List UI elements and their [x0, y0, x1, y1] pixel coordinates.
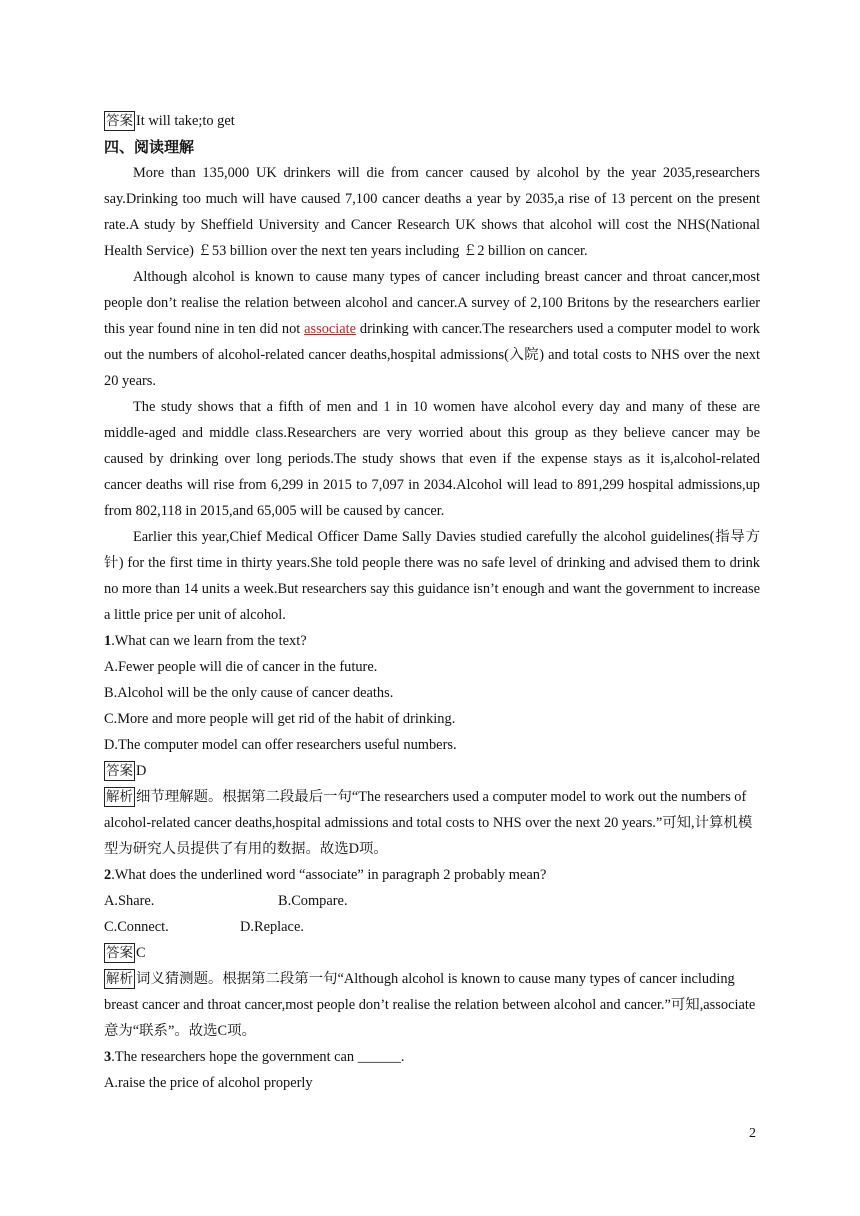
option-a: A.Fewer people will die of cancer in the future.: [104, 659, 378, 675]
question-stem: [104, 628, 760, 654]
question-number: 3: [104, 1049, 112, 1065]
answer-tag: 答案: [106, 763, 133, 779]
analysis-block: [104, 966, 760, 1044]
answer-tag: 答案: [106, 945, 133, 961]
option-a: A.Share.: [104, 893, 155, 909]
question-1: [104, 628, 760, 862]
question-text: .What does the underlined word “associate” in paragraph 2 probably mean?: [111, 867, 547, 883]
answer-value: D: [136, 763, 147, 779]
answer-tag: 答案: [106, 113, 133, 129]
reading-passage: [104, 160, 760, 628]
answer-line: [104, 758, 760, 784]
analysis-text: 细节理解题。根据第二段最后一句“The researchers used a computer model to work out the numbers of alcohol-related cancer deaths,hospital admissions and total costs to NHS over the next 20 years.”可知,计算机模型为研究人员提供了有用的数据。故选D项。: [104, 789, 753, 857]
answer-value: C: [136, 945, 146, 961]
question-text: .The researchers hope the government can ______.: [111, 1049, 405, 1065]
paragraph-2-text-start: Although alcohol is known to cause many types of cancer including breast cancer and throat cancer,most people don’t realise the relation between alcohol and cancer.A survey of 2,100 Britons by the researchers earlier this year found nine in ten did not: [104, 269, 760, 337]
passage-paragraph-3: The study shows that a fifth of men and 1 in 10 women have alcohol every day and many of these are middle-aged and middle class.Researchers are very worried about this group as they believe cancer may be caused by drinking over long periods.The study shows that even if the expense stays as it is,alcohol-related cancer deaths will rise from 6,299 in 2015 to 7,097 in 2034.Alcohol will lead to 891,299 hospital admissions,up from 802,118 in 2015,and 65,005 will be caused by cancer.: [104, 399, 760, 519]
question-2: [104, 862, 760, 1044]
answer-line: [104, 940, 760, 966]
page-number: 2: [749, 1126, 756, 1141]
passage-paragraph-4: Earlier this year,Chief Medical Officer Dame Sally Davies studied carefully the alcohol guidelines(指导方针) for the first time in thirty years.She told people there was no safe level of drinking and advised them to drink no more than 14 units a week.But researchers say this guidance isn’t enough and want the government to increase a little price per unit of alcohol.: [104, 529, 760, 623]
analysis-text: 词义猜测题。根据第二段第一句“Although alcohol is known to cause many types of cancer including breast cancer and throat cancer,most people don’t realise the relation between alcohol and cancer.”可知,associate意为“联系”。故选C项。: [104, 971, 756, 1039]
section-title: 四、阅读理解: [104, 138, 195, 156]
option-c: C.Connect.: [104, 919, 169, 935]
passage-paragraph-2: [104, 264, 760, 394]
option-b: B.Compare.: [278, 893, 348, 909]
question-3: [104, 1044, 760, 1096]
question-text: .What can we learn from the text?: [111, 633, 307, 649]
options-row-1: [104, 888, 760, 914]
option-a: A.raise the price of alcohol properly: [104, 1075, 313, 1091]
question-number: 2: [104, 867, 112, 883]
analysis-tag: 解析: [106, 789, 133, 805]
option-d: D.The computer model can offer researchers useful numbers.: [104, 737, 457, 753]
underlined-word: associate: [304, 321, 357, 337]
page-content: [104, 108, 760, 1096]
option-d: D.Replace.: [240, 919, 304, 935]
question-number: 1: [104, 633, 112, 649]
previous-answer: [104, 108, 760, 134]
paragraph-2-text-end: drinking with cancer.The researchers used a computer model to work out the numbers of alcohol-related cancer deaths,hospital admissions(入院) and total costs to NHS over the next 20 years.: [104, 321, 760, 389]
analysis-tag: 解析: [106, 971, 133, 987]
option-b: B.Alcohol will be the only cause of cancer deaths.: [104, 685, 394, 701]
option-c: C.More and more people will get rid of the habit of drinking.: [104, 711, 456, 727]
options-row-2: [104, 914, 760, 940]
passage-paragraph-1: More than 135,000 UK drinkers will die from cancer caused by alcohol by the year 2035,researchers say.Drinking too much will have caused 7,100 cancer deaths a year by 2035,a rise of 13 percent on the present rate.A study by Sheffield University and Cancer Research UK shows that alcohol will cost the NHS(National Health Service) ￡53 billion over the next ten years including ￡2 billion on cancer.: [104, 165, 760, 259]
question-stem: [104, 862, 760, 888]
previous-answer-text: It will take;to get: [136, 113, 235, 129]
question-stem: [104, 1044, 760, 1070]
analysis-block: [104, 784, 760, 862]
